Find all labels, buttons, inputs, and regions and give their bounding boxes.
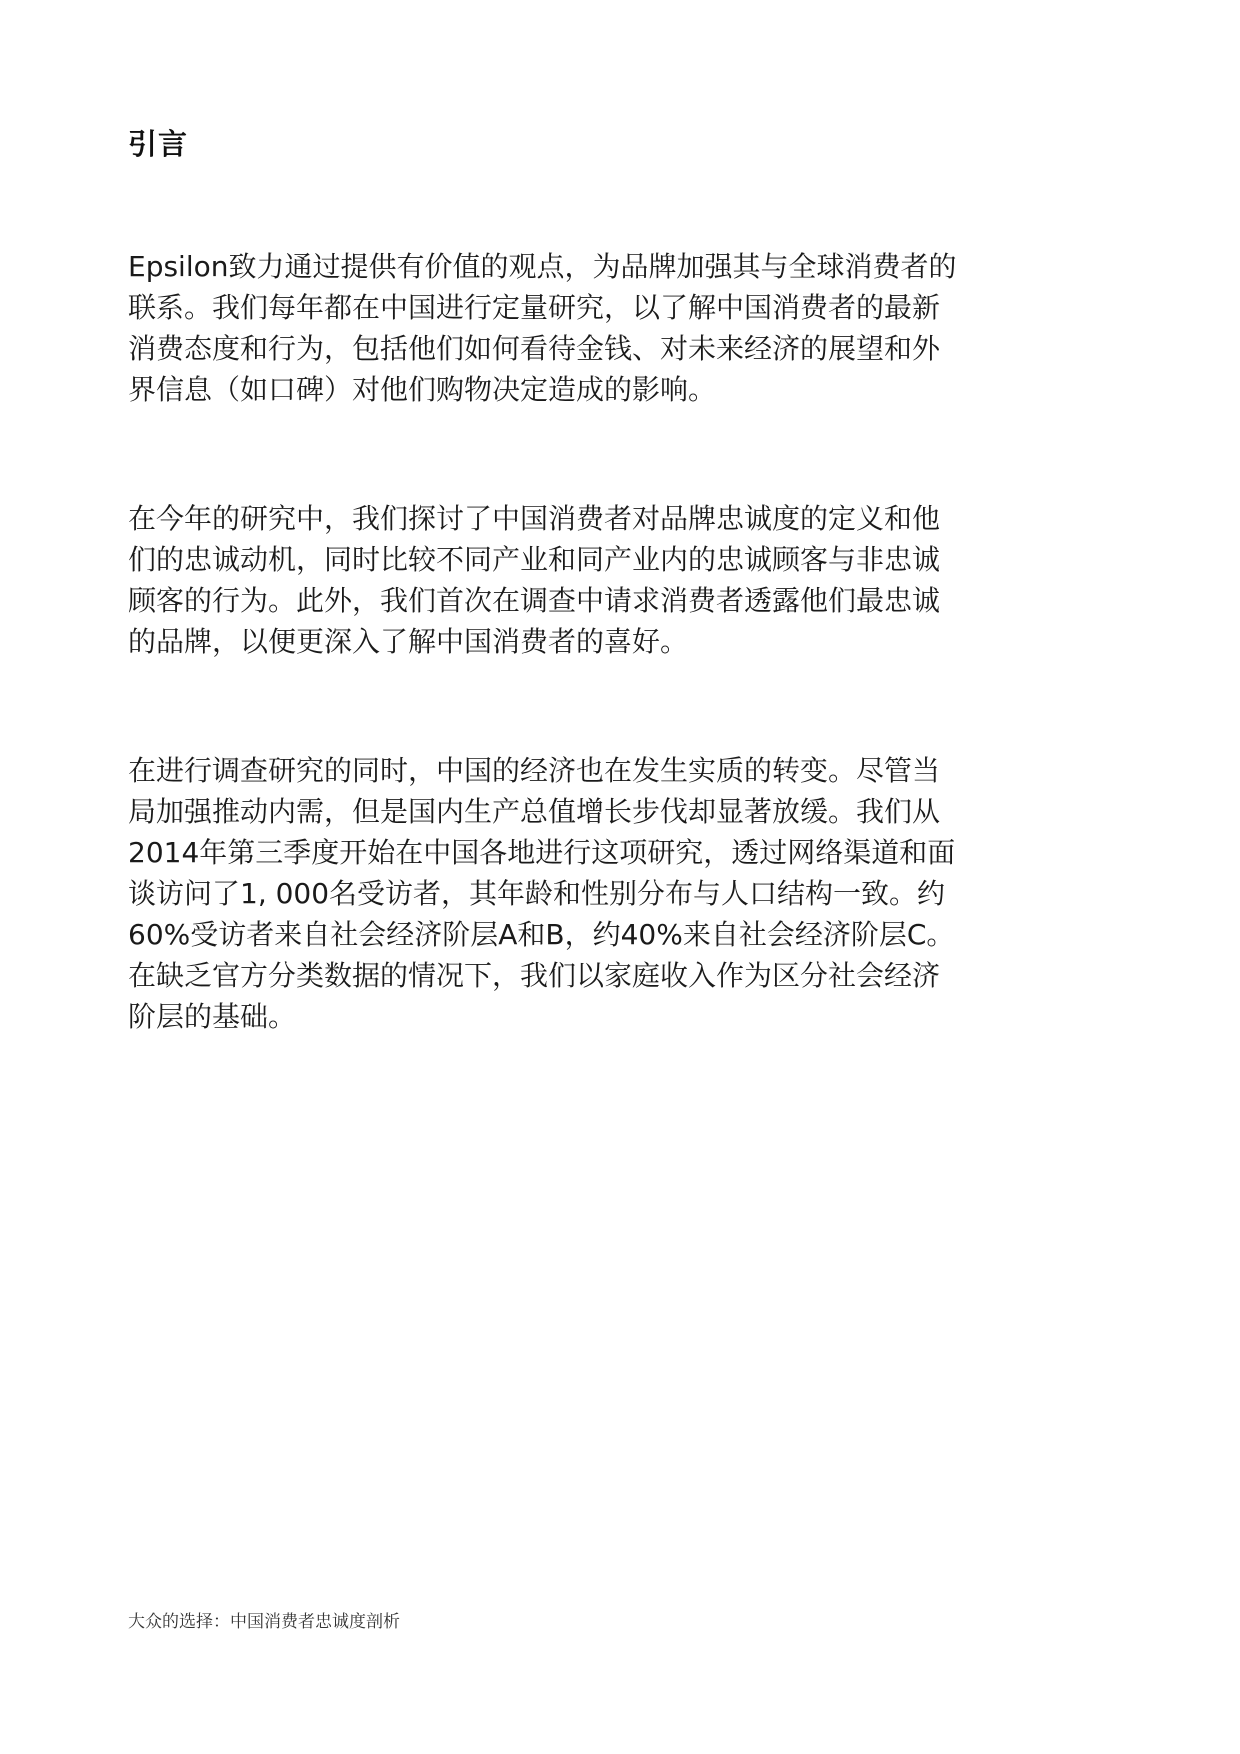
paragraph-methodology: 在进行调查研究的同时，中国的经济也在发生实质的转变。尽管当局加强推动内需，但是国内生产总值增长步伐却显著放缓。我们从2014年第三季度开始在中国各地进行这项研究，透过网络渠道和面谈访问了1, 000名受访者，其年龄和性别分布与人口结构一致。约60%受访者来自社会经济阶层A和B，约40%来自社会经济阶层C。在缺乏官方分类数据的情况下，我们以家庭收入作为区分社会经济阶层的基础。	[128, 754, 956, 1033]
page-title: 引言	[128, 127, 189, 161]
paragraph-intro: Epsilon致力通过提供有价值的观点，为品牌加强其与全球消费者的联系。我们每年都在中国进行定量研究，以了解中国消费者的最新消费态度和行为，包括他们如何看待金钱、对未来经济的展望和外界信息（如口碑）对他们购物决定造成的影响。	[128, 250, 957, 406]
paragraph-research-scope: 在今年的研究中，我们探讨了中国消费者对品牌忠诚度的定义和他们的忠诚动机，同时比较不同产业和同产业内的忠诚顾客与非忠诚顾客的行为。此外，我们首次在调查中请求消费者透露他们最忠诚的品牌，以便更深入了解中国消费者的喜好。	[128, 502, 941, 658]
page-footer: 大众的选择：中国消费者忠诚度剖析	[128, 1612, 400, 1632]
